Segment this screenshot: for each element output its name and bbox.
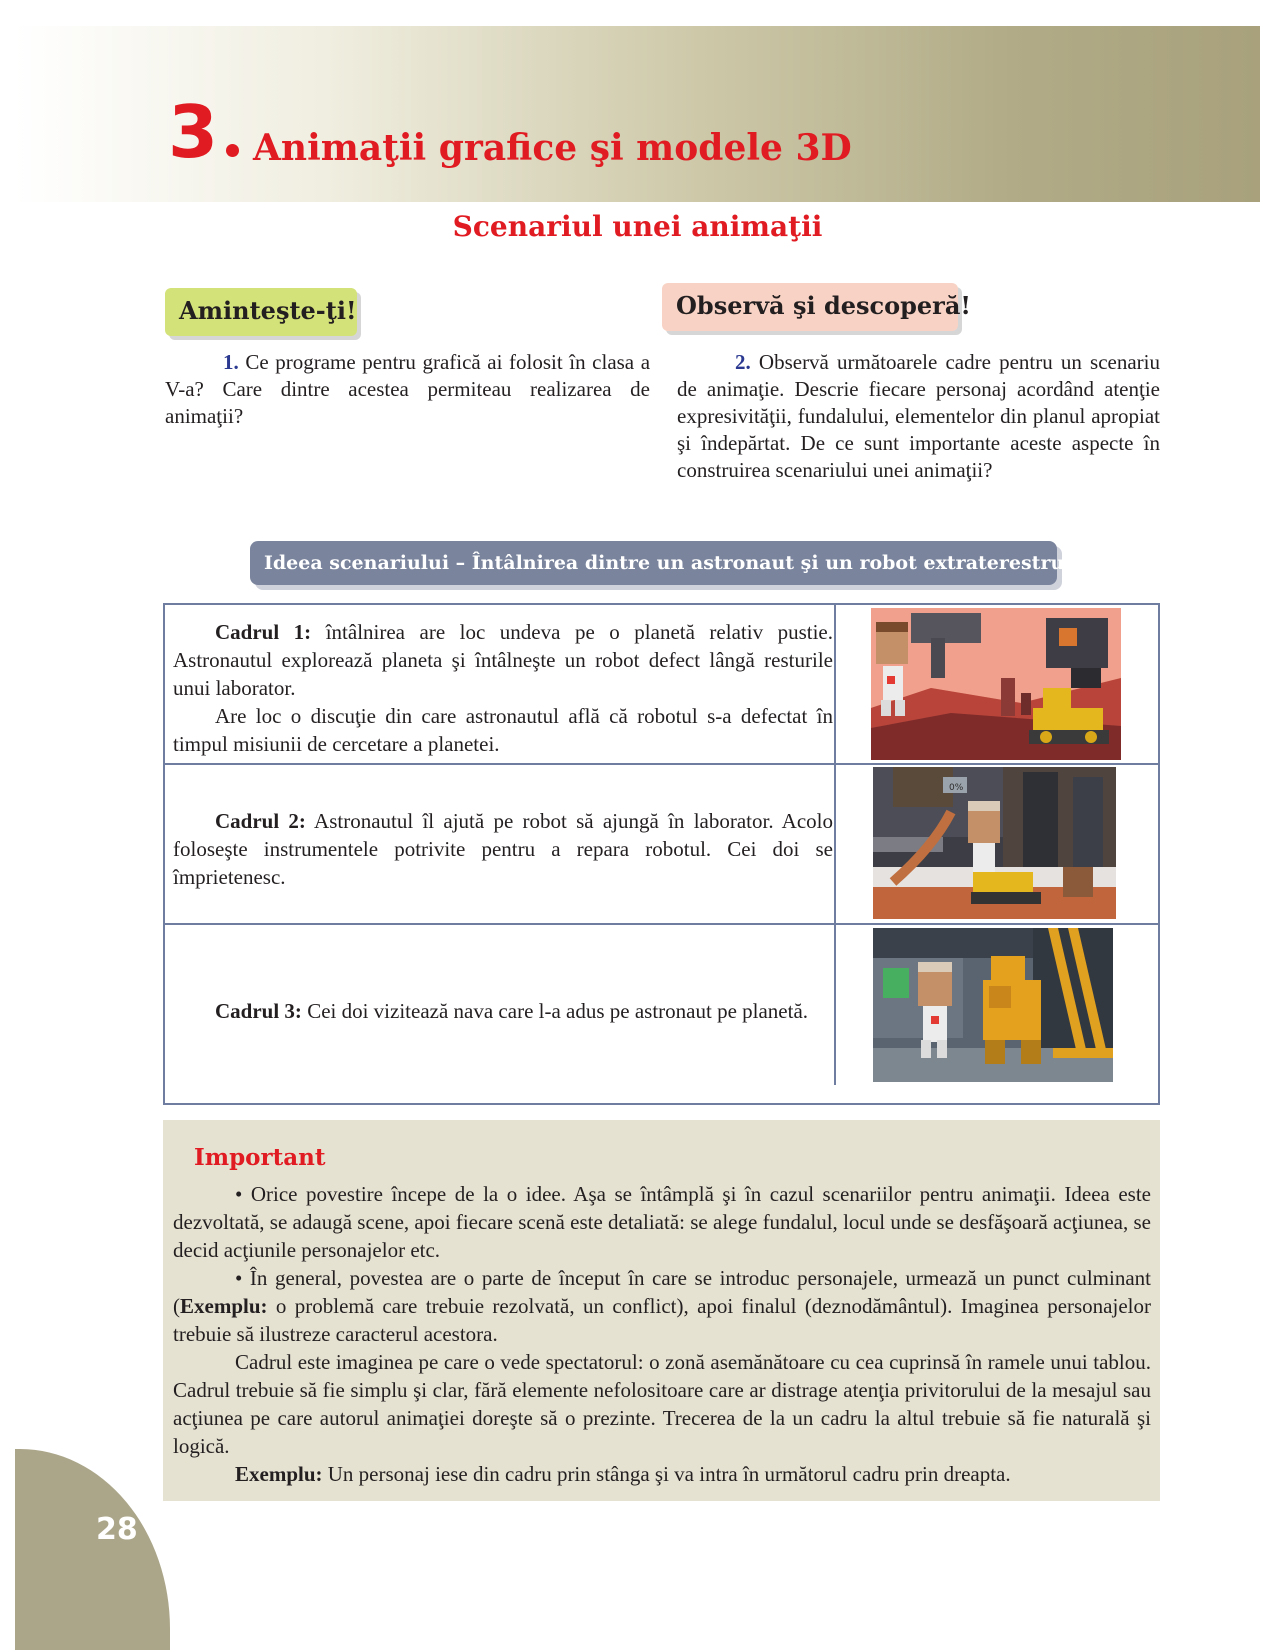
column-divider	[834, 925, 836, 1085]
lesson-subtitle: Scenariul unei animaţii	[452, 210, 823, 243]
frame-row-3	[165, 925, 1158, 1085]
remember-question	[165, 349, 650, 430]
text-run: • În general, povestea are o parte de început în care se introduc personajele, urmează un punct culminant (	[173, 1266, 1151, 1318]
idea-banner: Ideea scenariului – Întâlnirea dintre un astronaut şi un robot extraterestru	[250, 541, 1057, 585]
chapter-title: Animaţii grafice şi modele 3D	[253, 127, 852, 169]
important-paragraph	[173, 1264, 1151, 1348]
frame-description: Cei doi vizitează nava care l-a adus pe astronaut pe planetă.	[307, 999, 809, 1023]
frame-description: întâlnirea are loc undeva pe o planetă relativ pustie. Astronautul explorează planeta şi întâlneşte un robot defect lângă resturile unui laborator.	[173, 620, 833, 700]
text-run: o problemă care trebuie rezolvată, un conflict), apoi finalul (deznodământul). Imaginea personajelor trebuie să ilustreze caracterul acestora.	[173, 1294, 1151, 1346]
example-label: Exemplu:	[235, 1462, 323, 1486]
chapter-number: 3	[168, 90, 219, 174]
important-paragraph: • Orice povestire începe de la o idee. Aşa se întâmplă şi în cazul scenariilor pentru animaţii. Ideea este dezvoltată, se adaugă scene, apoi fiecare scenă este detaliată: se alege fundalul, locul unde se desfăşoară acţiunea, se decid acţiunile personajelor etc.	[173, 1182, 1151, 1262]
spaceship-scene	[873, 928, 1113, 1082]
frame-description: Are loc o discuţie din care astronautul află că robotul s-a defectat în timpul misiunii de cercetare a planetei.	[173, 704, 833, 756]
column-divider	[834, 605, 836, 763]
important-text	[173, 1180, 1151, 1488]
page-number: 28	[96, 1512, 138, 1547]
observe-tag: Observă şi descoperă!	[662, 283, 958, 331]
frame-label: Cadrul 2:	[215, 809, 306, 833]
frame-1-illustration	[871, 608, 1121, 760]
frames-table	[163, 603, 1160, 1105]
question-number: 1.	[223, 350, 239, 374]
frame-label: Cadrul 1:	[215, 620, 312, 644]
chapter-dot	[226, 144, 239, 157]
important-paragraph	[173, 1460, 1151, 1488]
important-paragraph: Cadrul este imaginea pe care o vede spectatorul: o zonă asemănătoare cu cea cuprinsă în ramele unui tablou. Cadrul trebuie să fie simplu şi clar, fără elemente nefolositoare care ar distrage atenţia privitorului de la mesajul sau acţiunea pe care autorul animaţiei doreşte să o prezinte. Trecerea de la un cadru la altul trebuie să fie naturală şi logică.	[173, 1350, 1151, 1458]
page-corner	[15, 1449, 170, 1650]
frame-1-text	[173, 618, 833, 758]
laboratory-scene	[873, 767, 1116, 919]
desert-planet-scene	[871, 608, 1121, 760]
frame-row-1	[165, 605, 1158, 765]
frame-3-text	[173, 997, 833, 1025]
question-number: 2.	[735, 350, 751, 374]
frame-3-illustration	[873, 928, 1113, 1082]
remember-tag: Aminteşte-ţi!	[165, 288, 357, 336]
screen-readout: 0%	[949, 783, 964, 793]
frame-2-text	[173, 807, 833, 891]
observe-question	[677, 349, 1160, 484]
column-divider	[834, 765, 836, 923]
example-label: Exemplu:	[180, 1294, 268, 1318]
question-text: Ce programe pentru grafică ai folosit în clasa a V-a? Care dintre acestea permiteau realizarea de animaţii?	[165, 350, 651, 428]
important-title: Important	[194, 1144, 326, 1171]
frame-label: Cadrul 3:	[215, 999, 302, 1023]
frame-2-illustration	[873, 767, 1116, 919]
frame-description: Astronautul îl ajută pe robot să ajungă în laborator. Acolo foloseşte instrumentele potrivite pentru a repara robotul. Cei doi se împrietenesc.	[173, 809, 833, 889]
question-text: Observă următoarele cadre pentru un scenariu de animaţie. Descrie fiecare personaj acordând atenţie expresivităţii, fundalului, elementelor din planul apropiat şi îndepărtat. De ce sunt importante aceste aspecte în construirea scenariului unei animaţii?	[677, 350, 1160, 482]
frame-row-2	[165, 765, 1158, 925]
important-box	[163, 1120, 1160, 1501]
text-run: Un personaj iese din cadru prin stânga şi va intra în următorul cadru prin dreapta.	[322, 1462, 1011, 1486]
